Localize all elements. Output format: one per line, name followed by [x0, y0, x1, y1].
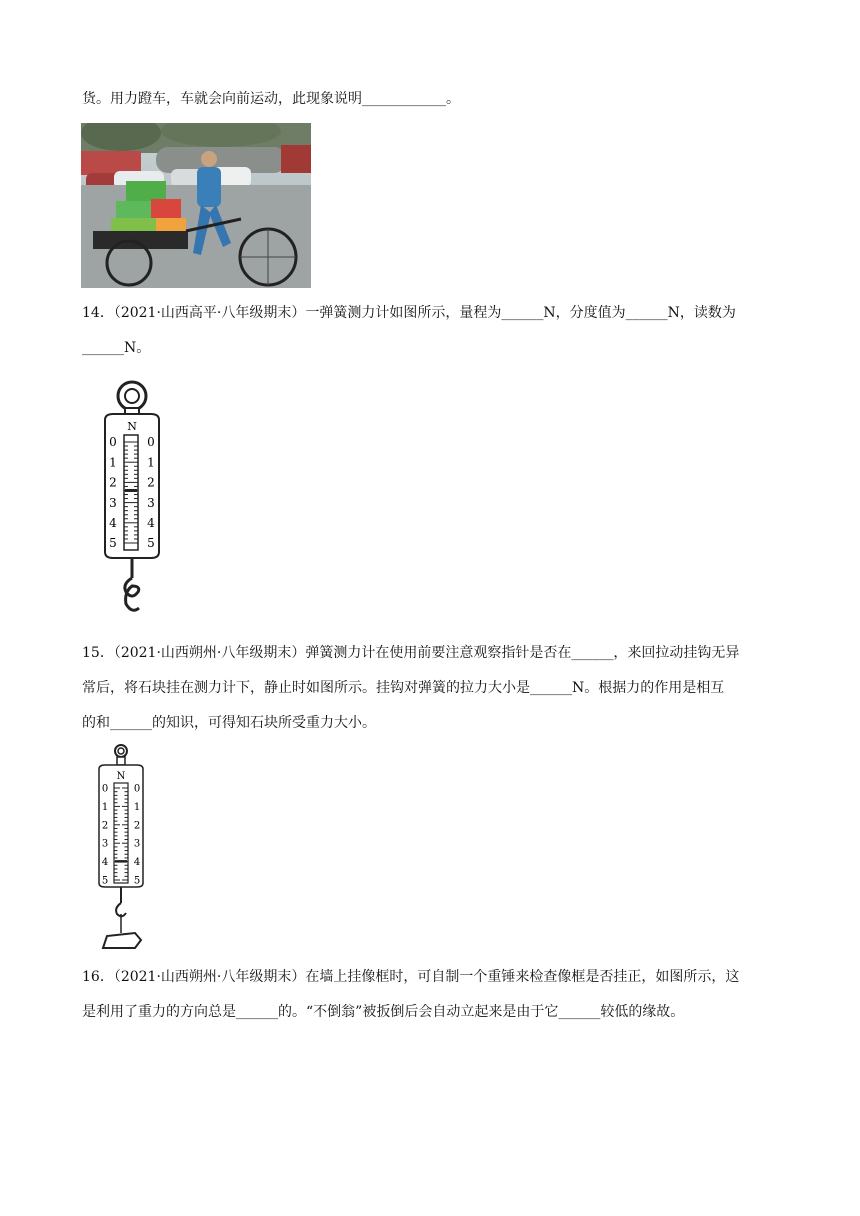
scale1-tick-label-l: 2 — [109, 475, 117, 490]
scale2-tick-label-r: 0 — [133, 783, 141, 795]
scale1-tick-label-l: 4 — [109, 516, 117, 530]
scale2-tick-label-l: 2 — [101, 820, 109, 832]
scale2-tick-label-l: 4 — [101, 857, 109, 869]
scale1-tick-label-r: 4 — [147, 516, 155, 530]
scale1-unit-label: N — [127, 420, 137, 433]
scale1-tick-label-l: 1 — [109, 455, 117, 470]
scale2-tick-label-r: 2 — [133, 820, 141, 832]
spring-scale-2 — [95, 743, 150, 957]
scale1-tick-label-r: 3 — [147, 495, 155, 510]
scale1-pointer — [125, 489, 137, 492]
q15-line-3: 的和______的知识，可得知石块所受重力大小。 — [82, 715, 376, 731]
scale2-tick-label-r: 4 — [133, 857, 141, 869]
q16-line-1: 16．（2021·山西朔州·八年级期末）在墙上挂像框时，可自制一个重锤来检查像框是否挂正，如图所示，这 — [82, 969, 740, 985]
scale2-tick-label-l: 5 — [101, 875, 109, 887]
scale2-tick-label-r: 5 — [133, 875, 141, 887]
q14-line-1: 14．（2021·山西高平·八年级期末）一弹簧测力计如图所示，量程为______N，分度值为______N，读数为 — [82, 305, 736, 321]
scale2-tick-label-l: 3 — [101, 838, 109, 850]
scale2-tick-label-r: 3 — [133, 838, 141, 850]
scale1-tick-label-l: 3 — [109, 495, 117, 510]
q15-line-2: 常后，将石块挂在测力计下，静止时如图所示。挂钩对弹簧的拉力大小是______N。根据力的作用是相互 — [82, 680, 725, 696]
q15-line-1: 15．（2021·山西朔州·八年级期末）弹簧测力计在使用前要注意观察指针是否在______，来回拉动挂钩无异 — [82, 645, 740, 661]
scale1-tick-label-r: 0 — [147, 435, 155, 450]
scale1-tick-label-r: 1 — [147, 455, 155, 470]
spring-scale-1 — [95, 380, 170, 629]
q14-line-2: ______N。 — [82, 340, 151, 356]
scale1-tick-label-r: 5 — [147, 536, 155, 551]
q16-line-2: 是利用了重力的方向总是______的。“不倒翁”被扳倒后会自动立起来是由于它______较低的缘故。 — [82, 1004, 685, 1020]
q13-text: 货。用力蹬车，车就会向前运动，此现象说明____________。 — [82, 91, 460, 107]
scale2-tick-label-l: 1 — [101, 801, 109, 813]
scale2-pointer — [115, 860, 127, 863]
scale1-tick-label-r: 2 — [147, 475, 155, 490]
scale2-tick-label-l: 0 — [101, 783, 109, 795]
scale1-tick-label-l: 0 — [109, 435, 117, 450]
scale2-tick-label-r: 1 — [133, 801, 141, 813]
scale1-tick-label-l: 5 — [109, 536, 117, 551]
scale2-unit-label: N — [116, 771, 126, 782]
tricycle-photo — [81, 123, 311, 288]
stone-block — [103, 933, 141, 948]
